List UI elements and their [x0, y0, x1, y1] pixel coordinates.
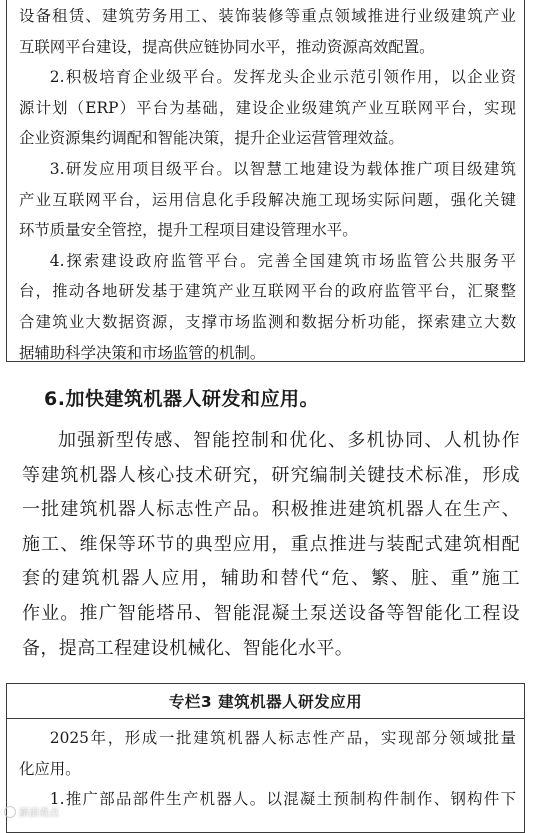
text-line: 加强新型传感、智能控制和优化、多机协同、人机协作 — [58, 430, 520, 451]
column-box-platforms — [6, 0, 525, 362]
column-box-robots — [6, 683, 525, 833]
text-line: 套的建筑机器人应用，辅助和替代“危、繁、脏、重”施工 — [22, 568, 520, 590]
watermark-logo-icon — [4, 806, 16, 818]
text-line: 合建筑业大数据资源，支撑市场监测和数据分析功能，探索建立大数 — [19, 312, 516, 331]
text-line: 互联网平台建设，提高供应链协同水平，推动资源高效配置。 — [19, 37, 435, 56]
text-line: 1.推广部品部件生产机器人。以混凝土预制构件制作、钢构件下 — [49, 790, 516, 809]
text-line: 设备租赁、建筑劳务用工、装饰装修等重点领域推进行业级建筑产业 — [19, 7, 516, 25]
column-box-body — [7, 719, 524, 815]
text-line: 2.积极培育企业级平台。发挥龙头企业示范引领作用，以企业资 — [49, 68, 516, 87]
text-line: 产业互联网平台，运用信息化手段解决施工现场实际问题，强化关键 — [19, 190, 516, 209]
text-line: 台，推动各地研发基于建筑产业互联网平台的政府监管平台，汇聚整 — [19, 282, 516, 301]
column-box-heading: 专栏3 建筑机器人研发应用 — [7, 684, 524, 719]
text-line: 一批建筑机器人标志性产品。积极推进建筑机器人在生产、 — [22, 499, 520, 521]
text-line: 等建筑机器人核心技术研究，研究编制关键技术标准，形成 — [22, 464, 520, 486]
text-line: 化应用。 — [19, 759, 81, 778]
text-line: 环节质量安全管控，提升工程项目建设管理水平。 — [19, 221, 358, 240]
text-line: 2025年，形成一批建筑机器人标志性产品，实现部分领域批量 — [49, 729, 516, 747]
section-paragraph — [0, 424, 534, 666]
text-line: 施工、维保等环节的典型应用，重点推进与装配式建筑相配 — [22, 533, 520, 555]
watermark-text: 新浪看点 — [19, 808, 59, 819]
text-line: 4.探索建设政府监管平台。完善全国建筑市场监管公共服务平 — [49, 251, 516, 270]
column-box-body — [7, 0, 524, 368]
watermark — [4, 804, 59, 819]
text-line: 3.研发应用项目级平台。以智慧工地建设为载体推广项目级建筑 — [49, 159, 516, 178]
text-line: 据辅助科学决策和市场监管的机制。 — [19, 343, 266, 362]
text-line: 作业。推广智能塔吊、智能混凝土泵送设备等智能化工程设 — [22, 602, 520, 624]
text-line: 源计划（ERP）平台为基础，建设企业级建筑产业互联网平台，实现 — [19, 98, 516, 117]
text-line: 备，提高工程建设机械化、智能化水平。 — [22, 637, 354, 659]
section-heading: 6.加快建筑机器人研发和应用。 — [44, 388, 319, 410]
text-line: 企业资源集约调配和智能决策，提升企业运营管理效益。 — [19, 129, 404, 148]
